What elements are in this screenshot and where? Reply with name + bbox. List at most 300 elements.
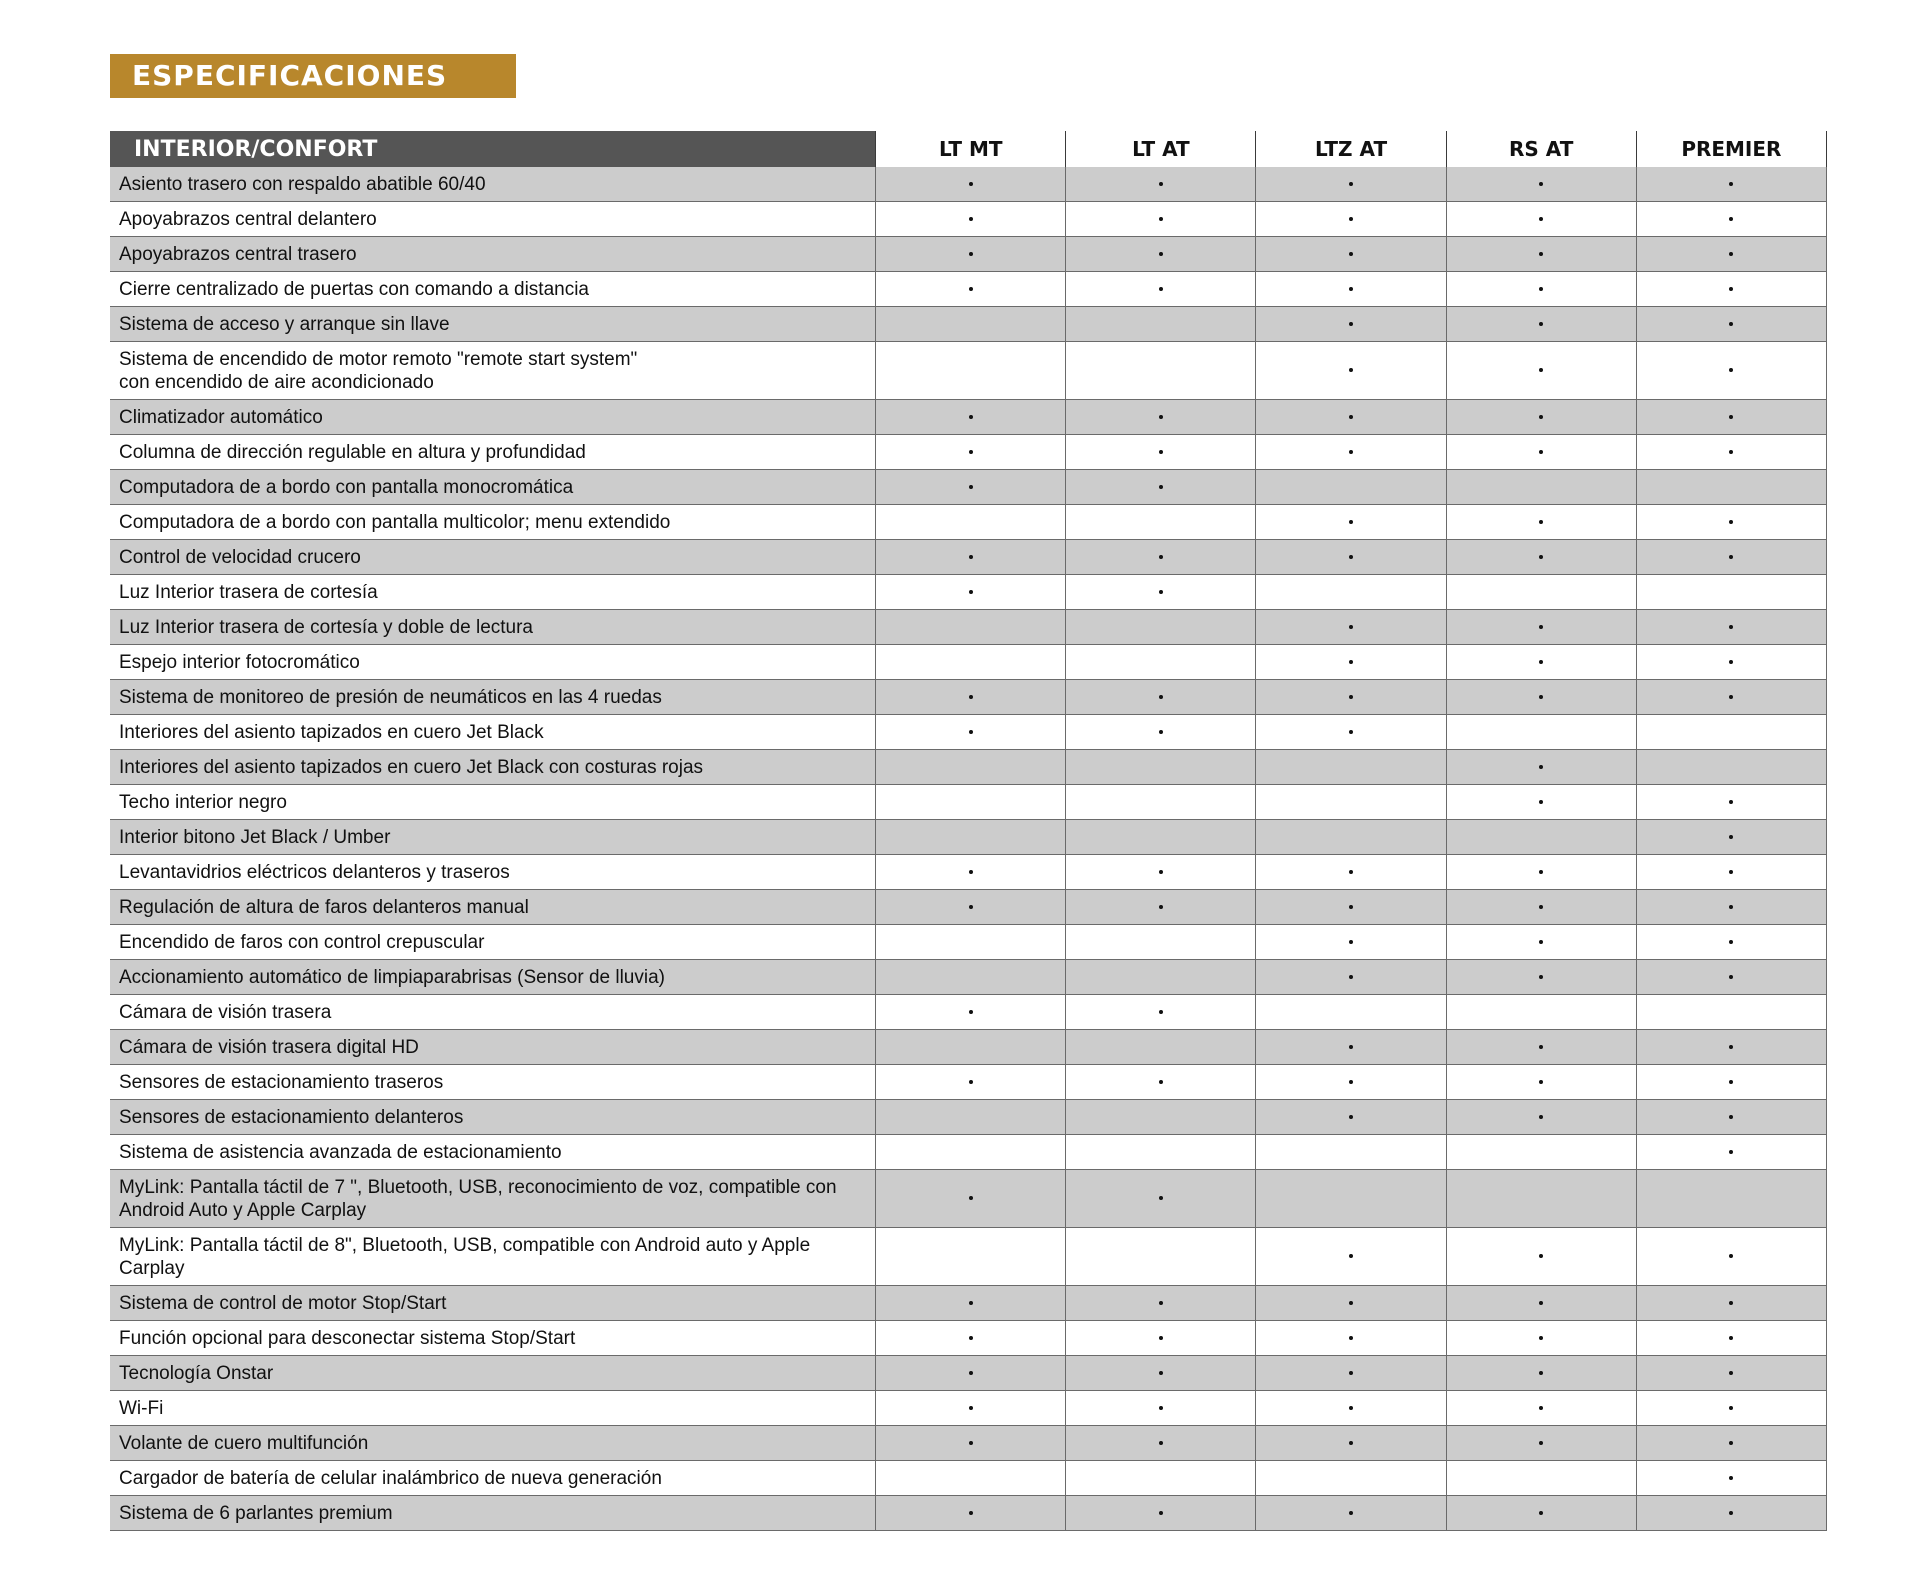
included-dot-icon <box>1349 660 1353 664</box>
included-dot-icon <box>1729 1254 1733 1258</box>
availability-cell <box>1636 680 1826 715</box>
included-dot-icon <box>1539 870 1543 874</box>
table-row <box>110 1100 1827 1135</box>
availability-cell <box>1636 505 1826 540</box>
table-row <box>110 400 1827 435</box>
availability-cell <box>1446 1426 1636 1461</box>
availability-cell <box>1446 1356 1636 1391</box>
availability-cell <box>876 645 1066 680</box>
included-dot-icon <box>1159 555 1163 559</box>
table-row <box>110 1496 1827 1531</box>
table-row <box>110 925 1827 960</box>
availability-cell <box>876 435 1066 470</box>
included-dot-icon <box>1539 450 1543 454</box>
availability-cell <box>876 272 1066 307</box>
included-dot-icon <box>969 1406 973 1410</box>
availability-cell <box>1066 1135 1256 1170</box>
availability-cell <box>1446 307 1636 342</box>
availability-cell <box>1066 505 1256 540</box>
availability-cell <box>1636 435 1826 470</box>
availability-cell <box>1446 400 1636 435</box>
availability-cell <box>1256 1228 1446 1286</box>
availability-cell <box>1256 400 1446 435</box>
availability-cell <box>876 1426 1066 1461</box>
availability-cell <box>1256 750 1446 785</box>
availability-cell <box>1066 1100 1256 1135</box>
included-dot-icon <box>969 415 973 419</box>
availability-cell <box>1446 1065 1636 1100</box>
availability-cell <box>1256 1391 1446 1426</box>
availability-cell <box>1256 1356 1446 1391</box>
availability-cell <box>1636 645 1826 680</box>
availability-cell <box>1256 820 1446 855</box>
table-row <box>110 715 1827 750</box>
availability-cell <box>876 167 1066 202</box>
availability-cell <box>876 1356 1066 1391</box>
included-dot-icon <box>1539 940 1543 944</box>
feature-label: Interior bitono Jet Black / Umber <box>110 820 876 855</box>
included-dot-icon <box>1729 660 1733 664</box>
availability-cell <box>1066 237 1256 272</box>
availability-cell <box>1066 400 1256 435</box>
included-dot-icon <box>1349 940 1353 944</box>
included-dot-icon <box>1729 905 1733 909</box>
availability-cell <box>1636 1496 1826 1531</box>
availability-cell <box>1256 1321 1446 1356</box>
availability-cell <box>1256 610 1446 645</box>
table-row <box>110 1356 1827 1391</box>
availability-cell <box>876 1030 1066 1065</box>
feature-label: Levantavidrios eléctricos delanteros y traseros <box>110 855 876 890</box>
availability-cell <box>1066 1426 1256 1461</box>
availability-cell <box>1446 750 1636 785</box>
feature-label: Control de velocidad crucero <box>110 540 876 575</box>
availability-cell <box>1066 470 1256 505</box>
included-dot-icon <box>1729 252 1733 256</box>
availability-cell <box>1636 960 1826 995</box>
table-body <box>110 167 1827 1531</box>
included-dot-icon <box>1349 1301 1353 1305</box>
included-dot-icon <box>1539 287 1543 291</box>
table-row <box>110 960 1827 995</box>
availability-cell <box>876 785 1066 820</box>
included-dot-icon <box>1349 182 1353 186</box>
availability-cell <box>1446 540 1636 575</box>
availability-cell <box>1446 237 1636 272</box>
feature-label: Accionamiento automático de limpiaparabrisas (Sensor de lluvia) <box>110 960 876 995</box>
feature-label: Computadora de a bordo con pantalla multicolor; menu extendido <box>110 505 876 540</box>
table-row <box>110 540 1827 575</box>
availability-cell <box>1636 167 1826 202</box>
included-dot-icon <box>1349 520 1353 524</box>
included-dot-icon <box>1159 252 1163 256</box>
availability-cell <box>876 715 1066 750</box>
included-dot-icon <box>1539 1441 1543 1445</box>
included-dot-icon <box>1729 450 1733 454</box>
category-header: INTERIOR/CONFORT <box>110 131 876 167</box>
included-dot-icon <box>1349 450 1353 454</box>
availability-cell <box>1256 1135 1446 1170</box>
availability-cell <box>1446 785 1636 820</box>
availability-cell <box>1446 272 1636 307</box>
availability-cell <box>1446 167 1636 202</box>
feature-label: Espejo interior fotocromático <box>110 645 876 680</box>
availability-cell <box>876 750 1066 785</box>
availability-cell <box>1446 1135 1636 1170</box>
included-dot-icon <box>1539 555 1543 559</box>
availability-cell <box>1446 890 1636 925</box>
availability-cell <box>1636 470 1826 505</box>
feature-label: Sistema de 6 parlantes premium <box>110 1496 876 1531</box>
feature-label: Cámara de visión trasera <box>110 995 876 1030</box>
availability-cell <box>1256 960 1446 995</box>
included-dot-icon <box>1349 555 1353 559</box>
table-row <box>110 645 1827 680</box>
included-dot-icon <box>1349 730 1353 734</box>
availability-cell <box>876 1286 1066 1321</box>
availability-cell <box>1256 855 1446 890</box>
availability-cell <box>1636 890 1826 925</box>
feature-label: Interiores del asiento tapizados en cuero Jet Black <box>110 715 876 750</box>
availability-cell <box>1636 750 1826 785</box>
availability-cell <box>876 925 1066 960</box>
availability-cell <box>1066 715 1256 750</box>
table-row <box>110 680 1827 715</box>
availability-cell <box>1446 1391 1636 1426</box>
included-dot-icon <box>1539 217 1543 221</box>
included-dot-icon <box>1159 1511 1163 1515</box>
feature-label: Climatizador automático <box>110 400 876 435</box>
availability-cell <box>1066 342 1256 400</box>
included-dot-icon <box>1349 252 1353 256</box>
feature-label: Interiores del asiento tapizados en cuero Jet Black con costuras rojas <box>110 750 876 785</box>
table-row <box>110 1321 1827 1356</box>
availability-cell <box>1636 1286 1826 1321</box>
availability-cell <box>1066 1496 1256 1531</box>
table-row <box>110 1461 1827 1496</box>
availability-cell <box>1256 307 1446 342</box>
feature-label: Luz Interior trasera de cortesía y doble de lectura <box>110 610 876 645</box>
availability-cell <box>876 400 1066 435</box>
included-dot-icon <box>1729 1301 1733 1305</box>
included-dot-icon <box>969 1301 973 1305</box>
included-dot-icon <box>969 1080 973 1084</box>
availability-cell <box>1066 645 1256 680</box>
availability-cell <box>1256 1100 1446 1135</box>
availability-cell <box>876 202 1066 237</box>
availability-cell <box>1256 435 1446 470</box>
feature-label: MyLink: Pantalla táctil de 8", Bluetooth, USB, compatible con Android auto y Apple Carplay <box>110 1228 876 1286</box>
included-dot-icon <box>1349 1441 1353 1445</box>
included-dot-icon <box>1349 322 1353 326</box>
availability-cell <box>1256 1496 1446 1531</box>
availability-cell <box>1636 272 1826 307</box>
availability-cell <box>876 237 1066 272</box>
included-dot-icon <box>1539 415 1543 419</box>
included-dot-icon <box>1539 1511 1543 1515</box>
included-dot-icon <box>1349 1511 1353 1515</box>
availability-cell <box>876 680 1066 715</box>
table-row <box>110 1286 1827 1321</box>
availability-cell <box>1636 610 1826 645</box>
included-dot-icon <box>969 870 973 874</box>
availability-cell <box>1066 1030 1256 1065</box>
availability-cell <box>1066 925 1256 960</box>
availability-cell <box>1066 820 1256 855</box>
availability-cell <box>1066 540 1256 575</box>
included-dot-icon <box>1539 1406 1543 1410</box>
availability-cell <box>1256 342 1446 400</box>
availability-cell <box>1066 1391 1256 1426</box>
availability-cell <box>1066 785 1256 820</box>
availability-cell <box>1256 995 1446 1030</box>
availability-cell <box>1636 1065 1826 1100</box>
availability-cell <box>1066 1170 1256 1228</box>
included-dot-icon <box>1729 322 1733 326</box>
availability-cell <box>1446 202 1636 237</box>
included-dot-icon <box>1729 1045 1733 1049</box>
table-row <box>110 1426 1827 1461</box>
availability-cell <box>1636 1426 1826 1461</box>
table-row <box>110 470 1827 505</box>
table-row <box>110 505 1827 540</box>
trim-header: PREMIER <box>1636 131 1826 167</box>
availability-cell <box>1636 1356 1826 1391</box>
included-dot-icon <box>1729 1406 1733 1410</box>
availability-cell <box>1256 1030 1446 1065</box>
availability-cell <box>1636 1391 1826 1426</box>
table-row <box>110 272 1827 307</box>
availability-cell <box>1066 1228 1256 1286</box>
included-dot-icon <box>969 1010 973 1014</box>
table-header-row <box>110 131 1827 167</box>
availability-cell <box>876 575 1066 610</box>
availability-cell <box>1636 820 1826 855</box>
included-dot-icon <box>1539 905 1543 909</box>
availability-cell <box>1446 1100 1636 1135</box>
availability-cell <box>1066 307 1256 342</box>
availability-cell <box>1066 1286 1256 1321</box>
feature-label: Sistema de asistencia avanzada de estacionamiento <box>110 1135 876 1170</box>
included-dot-icon <box>1539 520 1543 524</box>
availability-cell <box>1256 1461 1446 1496</box>
included-dot-icon <box>1159 1371 1163 1375</box>
included-dot-icon <box>1729 835 1733 839</box>
availability-cell <box>1446 342 1636 400</box>
table-row <box>110 785 1827 820</box>
availability-cell <box>1256 1426 1446 1461</box>
availability-cell <box>876 1135 1066 1170</box>
table-row <box>110 1030 1827 1065</box>
included-dot-icon <box>969 217 973 221</box>
availability-cell <box>1066 890 1256 925</box>
availability-cell <box>1066 680 1256 715</box>
availability-cell <box>1446 855 1636 890</box>
included-dot-icon <box>969 695 973 699</box>
included-dot-icon <box>969 1336 973 1340</box>
availability-cell <box>1256 202 1446 237</box>
included-dot-icon <box>1349 625 1353 629</box>
trim-header: LT MT <box>876 131 1066 167</box>
availability-cell <box>876 960 1066 995</box>
included-dot-icon <box>1349 1336 1353 1340</box>
included-dot-icon <box>1729 1476 1733 1480</box>
table-row <box>110 820 1827 855</box>
availability-cell <box>1066 272 1256 307</box>
availability-cell <box>1636 855 1826 890</box>
table-row <box>110 855 1827 890</box>
feature-label: Columna de dirección regulable en altura y profundidad <box>110 435 876 470</box>
table-row <box>110 750 1827 785</box>
availability-cell <box>1636 995 1826 1030</box>
included-dot-icon <box>1729 1336 1733 1340</box>
availability-cell <box>1446 610 1636 645</box>
table-row <box>110 1170 1827 1228</box>
availability-cell <box>876 610 1066 645</box>
included-dot-icon <box>1349 1115 1353 1119</box>
availability-cell <box>1256 272 1446 307</box>
included-dot-icon <box>1539 1080 1543 1084</box>
table-row <box>110 890 1827 925</box>
included-dot-icon <box>1159 1441 1163 1445</box>
feature-label: Sistema de encendido de motor remoto "remote start system" con encendido de aire acondicionado <box>110 342 876 400</box>
availability-cell <box>876 995 1066 1030</box>
included-dot-icon <box>1539 368 1543 372</box>
feature-label: Cierre centralizado de puertas con comando a distancia <box>110 272 876 307</box>
availability-cell <box>876 1100 1066 1135</box>
availability-cell <box>1636 575 1826 610</box>
availability-cell <box>1256 645 1446 680</box>
availability-cell <box>876 540 1066 575</box>
feature-label: Encendido de faros con control crepuscular <box>110 925 876 960</box>
included-dot-icon <box>1159 415 1163 419</box>
availability-cell <box>876 505 1066 540</box>
availability-cell <box>876 1170 1066 1228</box>
availability-cell <box>1636 1170 1826 1228</box>
availability-cell <box>1066 855 1256 890</box>
availability-cell <box>1446 435 1636 470</box>
availability-cell <box>1446 1461 1636 1496</box>
included-dot-icon <box>1159 1010 1163 1014</box>
included-dot-icon <box>1159 1080 1163 1084</box>
feature-label: Cargador de batería de celular inalámbrico de nueva generación <box>110 1461 876 1496</box>
included-dot-icon <box>969 1371 973 1375</box>
included-dot-icon <box>1159 485 1163 489</box>
availability-cell <box>1446 645 1636 680</box>
feature-label: Volante de cuero multifunción <box>110 1426 876 1461</box>
table-row <box>110 1065 1827 1100</box>
included-dot-icon <box>1729 1441 1733 1445</box>
included-dot-icon <box>969 1441 973 1445</box>
availability-cell <box>1446 715 1636 750</box>
included-dot-icon <box>1539 322 1543 326</box>
feature-label: Regulación de altura de faros delanteros manual <box>110 890 876 925</box>
included-dot-icon <box>1539 252 1543 256</box>
availability-cell <box>1066 995 1256 1030</box>
included-dot-icon <box>1729 625 1733 629</box>
availability-cell <box>1636 237 1826 272</box>
availability-cell <box>876 890 1066 925</box>
availability-cell <box>1066 167 1256 202</box>
included-dot-icon <box>1349 415 1353 419</box>
feature-label: Sensores de estacionamiento delanteros <box>110 1100 876 1135</box>
included-dot-icon <box>1539 182 1543 186</box>
table-row <box>110 237 1827 272</box>
included-dot-icon <box>1349 217 1353 221</box>
table-row <box>110 202 1827 237</box>
included-dot-icon <box>1729 940 1733 944</box>
included-dot-icon <box>1539 1254 1543 1258</box>
included-dot-icon <box>1729 1371 1733 1375</box>
included-dot-icon <box>1539 1045 1543 1049</box>
included-dot-icon <box>1729 368 1733 372</box>
availability-cell <box>876 307 1066 342</box>
included-dot-icon <box>1159 870 1163 874</box>
included-dot-icon <box>969 1196 973 1200</box>
availability-cell <box>876 1391 1066 1426</box>
included-dot-icon <box>1539 765 1543 769</box>
included-dot-icon <box>1349 287 1353 291</box>
included-dot-icon <box>1159 905 1163 909</box>
included-dot-icon <box>1729 695 1733 699</box>
availability-cell <box>1256 1170 1446 1228</box>
availability-cell <box>1636 307 1826 342</box>
included-dot-icon <box>1539 695 1543 699</box>
availability-cell <box>1256 540 1446 575</box>
included-dot-icon <box>1159 287 1163 291</box>
feature-label: Sistema de monitoreo de presión de neumáticos en las 4 ruedas <box>110 680 876 715</box>
availability-cell <box>1636 1135 1826 1170</box>
included-dot-icon <box>969 730 973 734</box>
feature-label: Sistema de control de motor Stop/Start <box>110 1286 876 1321</box>
availability-cell <box>1636 1228 1826 1286</box>
included-dot-icon <box>1349 905 1353 909</box>
included-dot-icon <box>1539 660 1543 664</box>
availability-cell <box>1446 680 1636 715</box>
availability-cell <box>1446 820 1636 855</box>
availability-cell <box>1446 1170 1636 1228</box>
table-row <box>110 435 1827 470</box>
availability-cell <box>1066 750 1256 785</box>
availability-cell <box>1066 960 1256 995</box>
feature-label: Tecnología Onstar <box>110 1356 876 1391</box>
feature-label: Apoyabrazos central delantero <box>110 202 876 237</box>
availability-cell <box>876 1321 1066 1356</box>
availability-cell <box>876 820 1066 855</box>
spec-table <box>110 131 1827 1531</box>
availability-cell <box>1446 995 1636 1030</box>
feature-label: Cámara de visión trasera digital HD <box>110 1030 876 1065</box>
availability-cell <box>1446 1286 1636 1321</box>
table-row <box>110 342 1827 400</box>
availability-cell <box>1446 1030 1636 1065</box>
availability-cell <box>1256 470 1446 505</box>
included-dot-icon <box>1539 1371 1543 1375</box>
included-dot-icon <box>1729 182 1733 186</box>
table-row <box>110 575 1827 610</box>
trim-header: LT AT <box>1066 131 1256 167</box>
feature-label: Sistema de acceso y arranque sin llave <box>110 307 876 342</box>
table-row <box>110 1391 1827 1426</box>
feature-label: Luz Interior trasera de cortesía <box>110 575 876 610</box>
availability-cell <box>876 1065 1066 1100</box>
availability-cell <box>1446 925 1636 960</box>
included-dot-icon <box>1729 287 1733 291</box>
table-row <box>110 1135 1827 1170</box>
table-row <box>110 167 1827 202</box>
table-row <box>110 307 1827 342</box>
availability-cell <box>1446 960 1636 995</box>
